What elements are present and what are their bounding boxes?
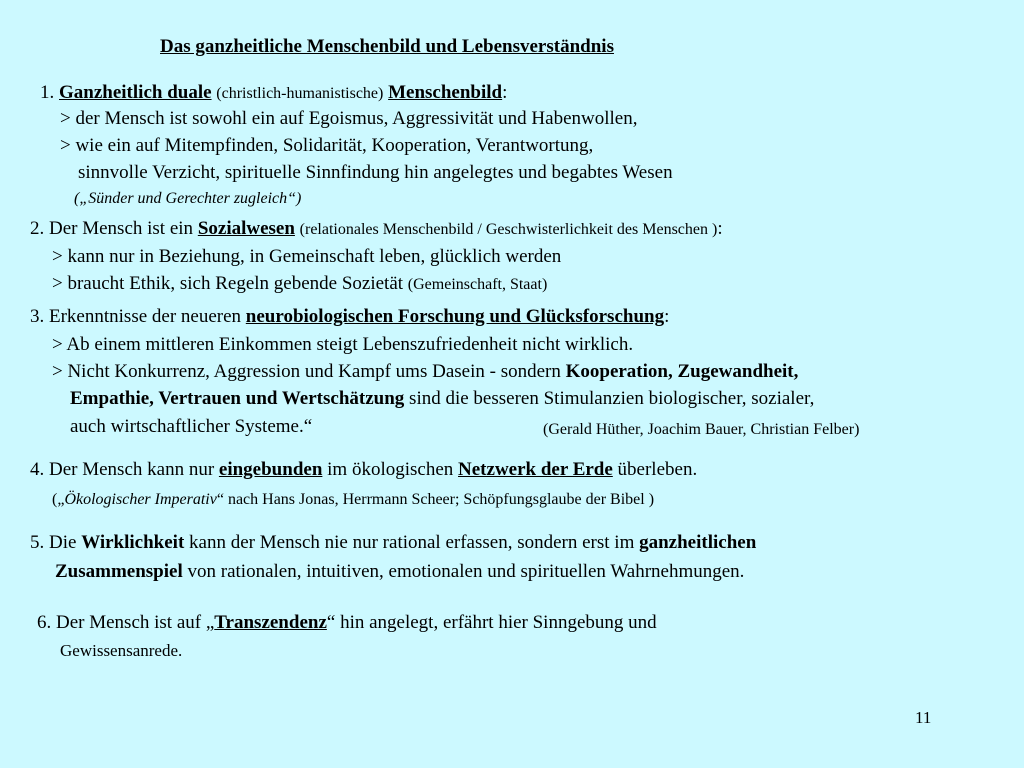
s1-colon: : [502,82,508,103]
s4-keyword-netzwerk: Netzwerk der Erde [458,459,613,480]
s4-intro: 4. Der Mensch kann nur [30,459,215,480]
section-3-heading [30,306,669,328]
s2-intro: 2. Der Mensch ist ein [30,218,194,239]
section-4-heading [30,459,697,481]
s4-line-2-rest: “ nach Hans Jonas, Herrmann Scheer; Schöpfungsglaube der Bibel ) [216,491,655,508]
s3-citation: (Gerald Hüther, Joachim Bauer, Christian Felber) [543,421,860,438]
s4-keyword-eingebunden: eingebunden [218,459,323,480]
section-5-heading [30,532,756,554]
s6-rest: hin angelegt, erfährt hier Sinngebung und [340,612,657,633]
s3-line-2: > Ab einem mittleren Einkommen steigt Lebenszufriedenheit nicht wirklich. [52,334,634,355]
s3-line-4-keywords: Empathie, Vertrauen und Wertschätzung [70,388,405,409]
s5-line-2 [55,561,744,583]
s3-line-3-keywords: Kooperation, Zugewandheit, [565,361,799,382]
s4-end: überleben. [617,459,698,480]
s1-number: 1. [40,82,55,103]
s4-middle: im ökologischen [327,459,454,480]
section-6-heading [37,612,657,634]
s4-line-2 [52,489,654,511]
s5-keyword-ganzheitlichen: ganzheitlichen [639,532,757,553]
s4-line-2-open: („ [52,491,65,508]
section-2-heading [30,218,723,241]
s1-line-4: sinnvolle Verzicht, spirituelle Sinnfindung hin angelegtes und begabtes Wesen [78,162,673,183]
s3-intro: 3. Erkenntnisse der neueren [30,306,242,327]
s2-line-3-text: > braucht Ethik, sich Regeln gebende Sozietät [52,273,404,294]
s3-line-3 [52,361,798,383]
s2-line-3-parenthetical: (Gemeinschaft, Staat) [407,276,548,293]
s1-keyword-menschenbild: Menschenbild [388,82,503,103]
s3-line-4-text: sind die besseren Stimulanzien biologischer, sozialer, [409,388,815,409]
s2-colon: : [717,218,723,239]
slide-title: Das ganzheitliche Menschenbild und Lebensverständnis [160,36,614,57]
section-1-heading [40,82,507,105]
page-number: 11 [915,708,932,727]
s5-keyword-zusammenspiel: Zusammenspiel [55,561,183,582]
s2-line-3 [52,273,547,296]
s1-line-3: > wie ein auf Mitempfinden, Solidarität, Kooperation, Verantwortung, [60,135,594,156]
s2-parenthetical: (relationales Menschenbild / Geschwisterlichkeit des Menschen ) [299,221,718,238]
s3-line-3-text: > Nicht Konkurrenz, Aggression und Kampf ums Dasein - sondern [52,361,561,382]
s6-intro: 6. Der Mensch ist auf „ [37,612,215,633]
s5-intro: 5. Die [30,532,77,553]
s1-line-5: („Sünder und Gerechter zugleich“) [74,190,302,207]
s4-line-2-imperativ: Ökologischer Imperativ [64,491,217,508]
s1-line-2: > der Mensch ist sowohl ein auf Egoismus, Aggressivität und Habenwollen, [60,108,638,129]
s6-line-2: Gewissensanrede. [60,641,183,660]
s1-parenthetical: (christlich-humanistische) [216,85,384,102]
s2-keyword-sozialwesen: Sozialwesen [197,218,295,239]
s5-end: von rationalen, intuitiven, emotionalen und spirituellen Wahrnehmungen. [187,561,745,582]
s1-keyword-dual: Ganzheitlich duale [59,82,212,103]
s6-quote: “ [326,612,336,633]
s3-colon: : [664,306,670,327]
s3-line-4 [70,388,814,410]
s5-middle: kann der Mensch nie nur rational erfassen, sondern erst im [189,532,635,553]
s5-keyword-wirklichkeit: Wirklichkeit [81,532,185,553]
s3-keyword-forschung: neurobiologischen Forschung und Glücksforschung [245,306,665,327]
s3-line-5: auch wirtschaftlicher Systeme.“ [70,416,313,437]
s6-keyword-transzendenz: Transzendenz [214,612,327,633]
s2-line-2: > kann nur in Beziehung, in Gemeinschaft leben, glücklich werden [52,246,562,267]
